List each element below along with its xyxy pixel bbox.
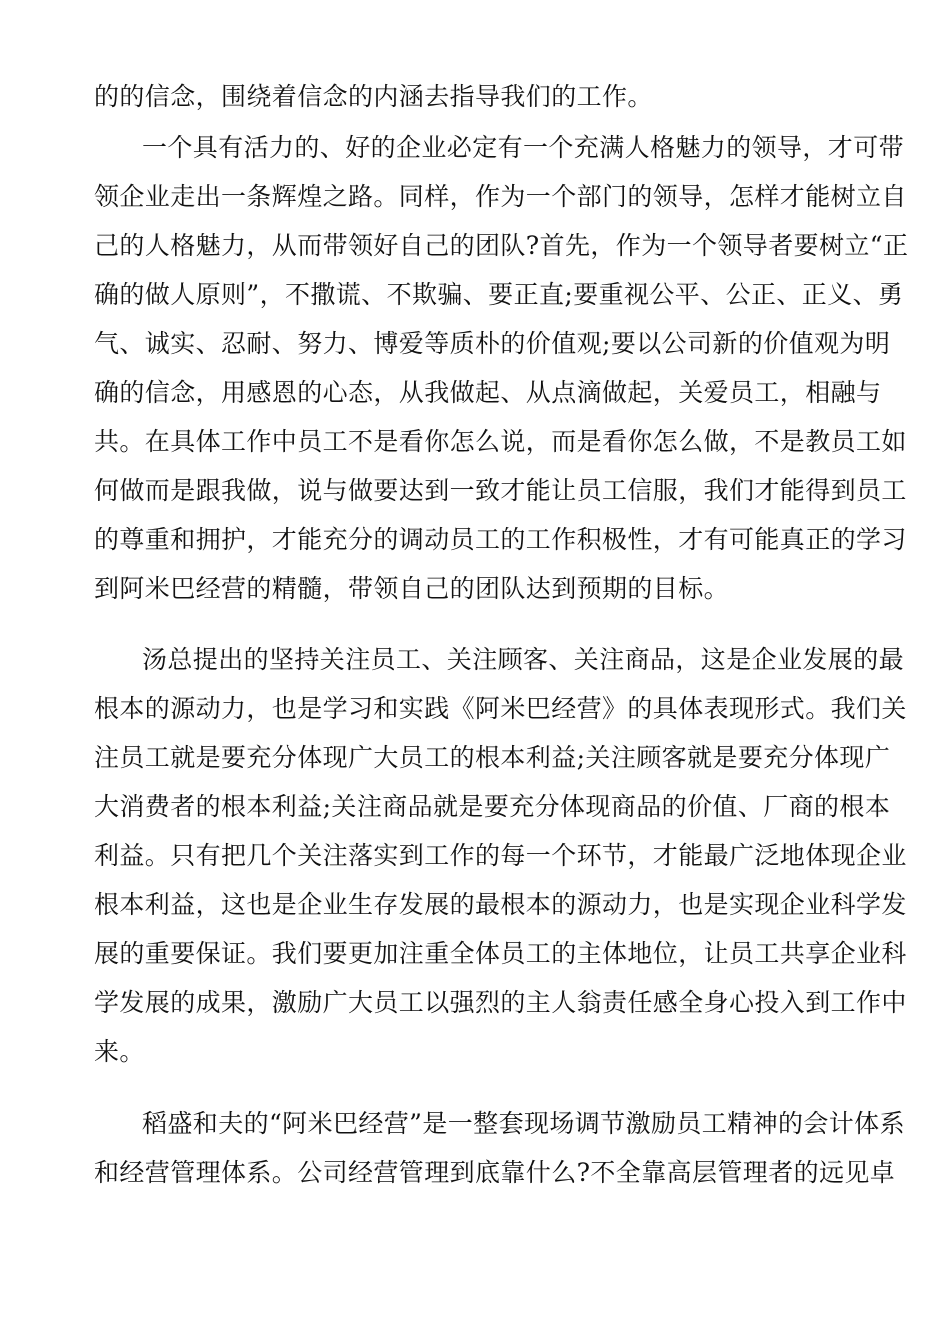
text-line: 大消费者的根本利益;关注商品就是要充分体现商品的价值、厂商的根本 bbox=[94, 792, 891, 821]
text-line: 学发展的成果，激励广大员工以强烈的主人翁责任感全身心投入到工作中 bbox=[94, 988, 907, 1017]
text-line: 领企业走出一条辉煌之路。同样，作为一个部门的领导，怎样才能树立自 bbox=[94, 182, 907, 211]
text-line: 和经营管理体系。公司经营管理到底靠什么?不全靠高层管理者的远见卓 bbox=[94, 1158, 896, 1187]
text-line: 稻盛和夫的“阿米巴经营”是一整套现场调节激励员工精神的会计体系 bbox=[142, 1109, 905, 1138]
text-line: 根本利益，这也是企业生存发展的最根本的源动力，也是实现企业科学发 bbox=[94, 890, 907, 919]
text-line: 一个具有活力的、好的企业必定有一个充满人格魅力的领导，才可带 bbox=[142, 133, 905, 162]
text-line: 气、诚实、忍耐、努力、博爱等质朴的价值观;要以公司新的价值观为明 bbox=[94, 329, 891, 358]
text-line: 根本的源动力，也是学习和实践《阿米巴经营》的具体表现形式。我们关 bbox=[94, 694, 907, 723]
text-line: 汤总提出的坚持关注员工、关注顾客、关注商品，这是企业发展的最 bbox=[142, 645, 905, 674]
text-line: 来。 bbox=[94, 1037, 145, 1066]
text-line: 注员工就是要充分体现广大员工的根本利益;关注顾客就是要充分体现广 bbox=[94, 743, 891, 772]
text-line: 何做而是跟我做，说与做要达到一致才能让员工信服，我们才能得到员工 bbox=[94, 476, 907, 505]
text-line: 己的人格魅力，从而带领好自己的团队?首先，作为一个领导者要树立“正 bbox=[94, 231, 909, 260]
text-line: 确的信念，用感恩的心态，从我做起、从点滴做起，关爱员工，相融与 bbox=[94, 378, 882, 407]
text-line: 利益。只有把几个关注落实到工作的每一个环节，才能最广泛地体现企业 bbox=[94, 841, 907, 870]
text-line: 展的重要保证。我们要更加注重全体员工的主体地位，让员工共享企业科 bbox=[94, 939, 907, 968]
text-line: 共。在具体工作中员工不是看你怎么说，而是看你怎么做，不是教员工如 bbox=[94, 427, 907, 456]
text-line: 的尊重和拥护，才能充分的调动员工的工作积极性，才有可能真正的学习 bbox=[94, 525, 907, 554]
text-line: 到阿米巴经营的精髓，带领自己的团队达到预期的目标。 bbox=[94, 574, 730, 603]
text-line: 确的做人原则”，不撒谎、不欺骗、要正直;要重视公平、公正、正义、勇 bbox=[94, 280, 904, 309]
text-line: 的的信念，围绕着信念的内涵去指导我们的工作。 bbox=[94, 82, 653, 111]
